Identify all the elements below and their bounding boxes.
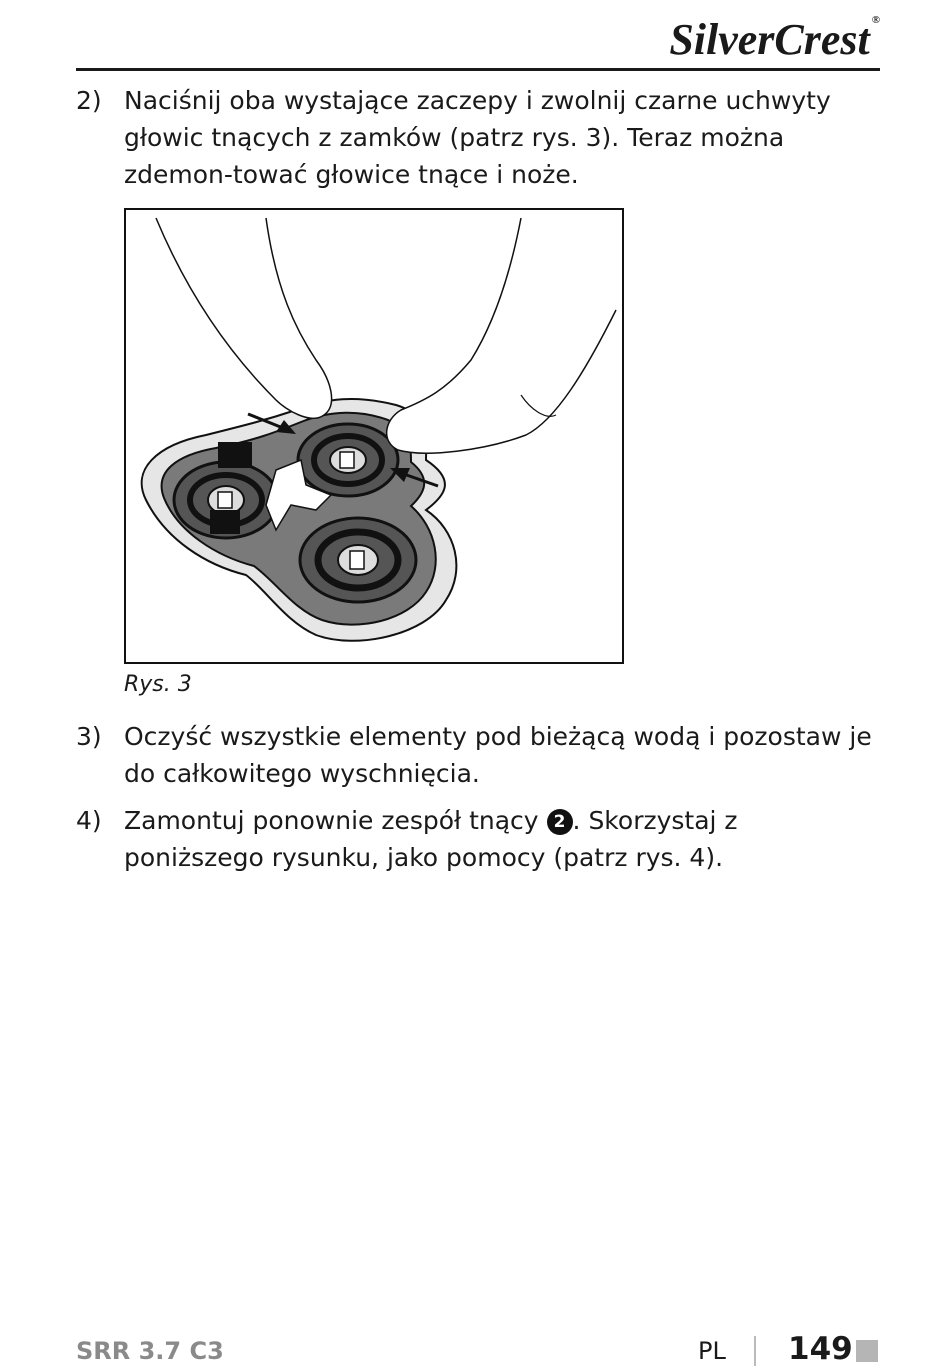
figure-illustration xyxy=(124,208,624,664)
step-number: 4) xyxy=(76,806,102,835)
step-4 xyxy=(76,802,876,876)
registered-mark: ® xyxy=(871,14,880,26)
step-text: Oczyść wszystkie elementy pod bieżącą wodą i pozostaw je do całkowitego wyschnięcia. xyxy=(124,722,872,788)
footer-divider xyxy=(754,1336,756,1366)
brand-logo xyxy=(669,14,880,65)
header-rule xyxy=(76,68,880,71)
footer-model: SRR 3.7 C3 xyxy=(76,1337,224,1365)
cutter-head-top xyxy=(298,424,398,496)
footer-language: PL xyxy=(698,1337,726,1365)
figure-caption: Rys. 3 xyxy=(124,672,192,697)
right-finger xyxy=(387,218,616,453)
page-number: 149 xyxy=(788,1331,853,1367)
step-text: Naciśnij oba wystające zaczepy i zwolnij czarne uchwyty głowic tnących z zamków (patrz rys. 3). Teraz można zdemon-tować głowice tnące i noże. xyxy=(124,86,831,189)
step-number: 2) xyxy=(76,86,102,115)
step-3 xyxy=(76,718,876,792)
step-2 xyxy=(76,82,876,193)
step-text-after: . Skorzystaj z poniższego rysunku, jako pomocy (patrz rys. 4). xyxy=(124,806,738,872)
cutter-head-bottom xyxy=(300,518,416,602)
brand-name: SilverCrest xyxy=(669,15,870,64)
step-number: 3) xyxy=(76,722,102,751)
part-number-badge: 2 xyxy=(547,809,573,835)
step-text-before: Zamontuj ponownie zespół tnący xyxy=(124,806,547,835)
shaver-head-drawing xyxy=(126,210,622,662)
holder-tab-left xyxy=(218,442,252,468)
step-text xyxy=(124,802,876,876)
left-finger xyxy=(156,218,332,418)
page-marker-square xyxy=(856,1340,878,1362)
holder-tab-left-low xyxy=(210,510,240,534)
